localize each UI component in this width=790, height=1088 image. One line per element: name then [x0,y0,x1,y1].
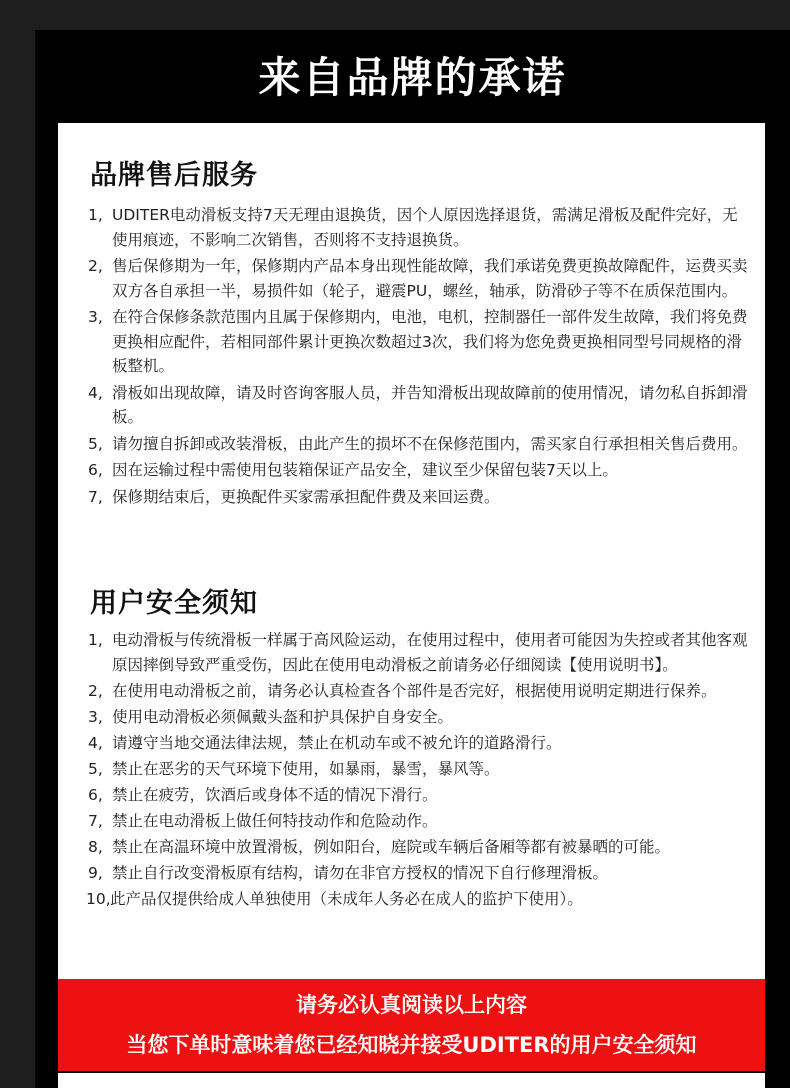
item-text: 保修期结束后，更换配件买家需承担配件费及来回运费。 [112,487,500,506]
item-text: 在符合保修条款范围内且属于保修期内，电池，电机，控制器任一部件发生故障，我们将免费更换相应配件，若相同部件累计更换次数超过3次，我们将为您免费更换相同型号同规格的滑板整机。 [112,308,748,375]
item-text: 售后保修期为一年，保修期内产品本身出现性能故障，我们承诺免费更换故障配件，运费买卖双方各自承担一半，易损件如（轮子，避震PU，螺丝，轴承，防滑砂子等不在质保范围内。 [112,257,748,300]
item-number: 4, [88,383,103,402]
banner-line-2: 当您下单时意味着您已经知晓并接受UDITER的用户安全须知 [126,1033,697,1057]
item-text: UDITER电动滑板支持7天无理由退换货，因个人原因选择退货，需满足滑板及配件完好，无使用痕迹，不影响二次销售，否则将不支持退换货。 [112,206,738,249]
item-text: 在使用电动滑板之前，请务必认真检查各个部件是否完好，根据使用说明定期进行保养。 [112,681,717,700]
item-number: 6, [88,461,103,479]
item-number: 8, [88,837,103,856]
list-item [88,432,753,457]
list-item [88,731,753,756]
bottom-strip [58,1073,765,1088]
list-item [88,203,753,252]
item-text: 滑板如出现故障，请及时咨询客服人员，并告知滑板出现故障前的使用情况，请勿私自拆卸滑板。 [112,383,748,426]
item-number: 10, [86,889,111,908]
list-item [88,783,753,808]
list-item [88,887,753,912]
list-item [88,705,753,730]
notice-banner [58,979,765,1071]
item-number: 5, [88,434,103,453]
item-text: 使用电动滑板必须佩戴头盔和护具保护自身安全。 [112,707,454,726]
info-card [58,123,765,981]
item-number: 1, [88,631,103,649]
item-text: 电动滑板与传统滑板一样属于高风险运动，在使用过程中，使用者可能因为失控或者其他客观原因摔倒导致严重受伤，因此在使用电动滑板之前请务必仔细阅读【使用说明书】。 [112,631,748,674]
item-text: 请遵守当地交通法律法规，禁止在机动车或不被允许的道路滑行。 [112,733,562,752]
item-number: 7, [88,487,103,506]
item-number: 5, [88,759,103,778]
item-number: 2, [88,681,103,700]
list-item [88,679,753,704]
banner-line-1: 请务必认真阅读以上内容 [296,993,527,1017]
item-number: 2, [88,257,103,275]
item-text: 禁止在疲劳，饮酒后或身体不适的情况下滑行。 [112,785,438,804]
list-item [88,305,753,379]
item-text: 禁止在电动滑板上做任何特技动作和危险动作。 [112,811,438,830]
item-text: 禁止自行改变滑板原有结构，请勿在非官方授权的情况下自行修理滑板。 [112,863,609,882]
item-text: 禁止在恶劣的天气环境下使用，如暴雨，暴雪，暴风等。 [112,759,500,778]
list-item [88,628,753,677]
list-item [88,381,753,430]
page-title: 来自品牌的承诺 [258,53,567,102]
item-number: 1, [88,206,103,224]
list-item [88,757,753,782]
item-text: 此产品仅提供给成人单独使用（未成年人务必在成人的监护下使用）。 [110,889,583,908]
list-item [88,485,753,510]
safety-list [88,628,753,913]
list-item [88,458,753,483]
item-number: 7, [88,811,103,830]
item-text: 请勿擅自拆卸或改装滑板，由此产生的损坏不在保修范围内，需买家自行承担相关售后费用。 [112,434,748,453]
item-number: 3, [88,308,103,326]
item-number: 3, [88,707,103,726]
list-item [88,254,753,303]
list-item [88,861,753,886]
item-number: 6, [88,785,103,804]
list-item [88,809,753,834]
after-sales-list [88,203,753,511]
item-text: 禁止在高温环境中放置滑板，例如阳台，庭院或车辆后备厢等都有被暴晒的可能。 [112,837,671,856]
item-text: 因在运输过程中需使用包装箱保证产品安全，建议至少保留包装7天以上。 [112,461,618,479]
item-number: 4, [88,733,103,752]
after-sales-title: 品牌售后服务 [90,160,258,191]
list-item [88,835,753,860]
safety-title: 用户安全须知 [90,588,258,619]
item-number: 9, [88,863,103,882]
